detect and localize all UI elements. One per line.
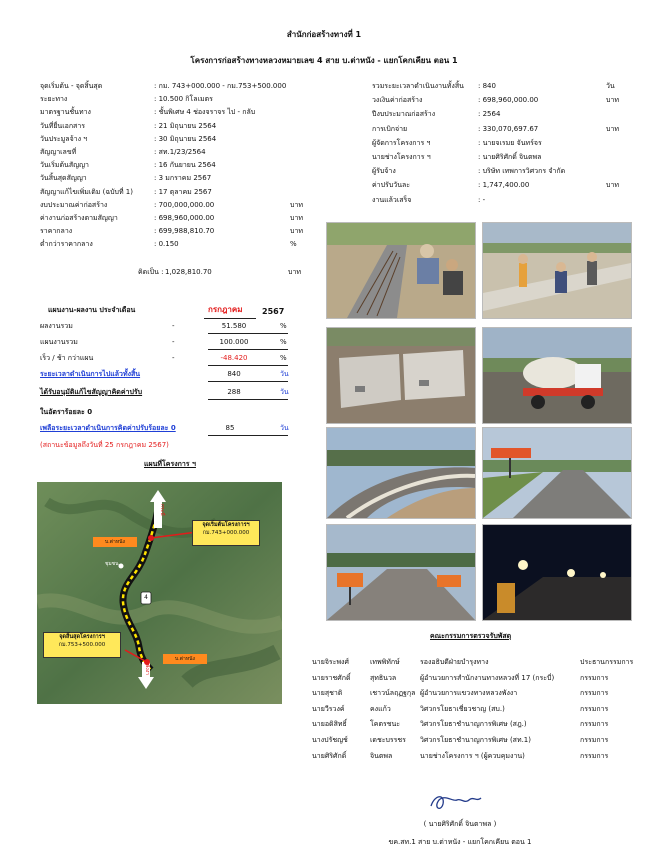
difference-value: 1,028,810.70 <box>165 268 212 276</box>
info-right-value: : - <box>478 195 486 204</box>
member-position: วิศวกรโยธาชำนาญการพิเศษ (สท.1) <box>420 736 531 744</box>
member-surname: สุทธินวล <box>370 673 397 682</box>
member-surname: เดชะบรรชร <box>370 736 406 744</box>
info-left-value: : 699,988,810.70 <box>154 227 215 236</box>
info-right-label: ปีงบประมาณก่อสร้าง <box>372 110 436 119</box>
progress-row-value: 100.000 <box>219 338 249 346</box>
progress-row-label: แผนงานรวม <box>40 338 78 346</box>
info-left-label: วันเริ่มต้นสัญญา <box>40 161 89 170</box>
member-name: นางปรัชญช์ <box>312 736 348 744</box>
progress-month: กรกฎาคม <box>208 305 243 314</box>
fine-note: ในอัตราร้อยละ 0 <box>40 408 93 416</box>
member-name: นายอดิสิทธิ์ <box>312 720 347 729</box>
info-right-label: ผู้จัดการโครงการ ฯ <box>372 138 431 147</box>
info-right-value: : นายศิริศักดิ์ จินตพล <box>478 153 542 161</box>
member-name: นายจิระพงศ์ <box>312 658 349 666</box>
progress-row-value: 288 <box>227 388 241 396</box>
photo-road-sign <box>482 427 632 519</box>
start-callout <box>192 520 260 546</box>
info-left-label: สัญญาเลขที่ <box>40 148 77 156</box>
info-left-value: : 16 กันยายน 2564 <box>154 161 216 170</box>
progress-row-underline <box>208 349 288 350</box>
info-left-label: ต่ำกว่าราคากลาง <box>40 240 93 249</box>
info-left-label: ระยะทาง <box>40 95 68 104</box>
info-left-unit: บาท <box>290 214 303 222</box>
end-callout-km: กม.753+500.000 <box>58 642 106 648</box>
info-right-label: งานแล้วเสร็จ <box>372 195 412 204</box>
start-callout-km: กม.743+000.000 <box>202 530 250 536</box>
info-left-label: ค่างานก่อสร้างตามสัญญา <box>40 214 118 222</box>
road-number: 4 <box>144 594 148 601</box>
info-right-unit: วัน <box>606 82 615 90</box>
info-left-value: : 21 มิถุนายน 2564 <box>154 121 217 130</box>
info-right-value: : 330,070,697.67 <box>478 124 539 133</box>
difference-unit: บาท <box>288 268 301 276</box>
progress-row-unit: % <box>280 338 287 346</box>
progress-row-label: เร็ว / ช้า กว่าแผน <box>40 354 94 362</box>
info-right-unit: บาท <box>606 124 619 133</box>
info-right-value: : 840 <box>478 82 496 90</box>
photo-mixer-truck <box>482 327 632 424</box>
photo-night-work <box>482 524 632 621</box>
progress-row-underline <box>208 365 288 366</box>
info-left-label: จุดเริ่มต้น - จุดสิ้นสุด <box>40 82 103 90</box>
progress-title: แผนงาน-ผลงาน ประจำเดือน <box>48 306 136 314</box>
photo-sign-graphic <box>483 428 631 518</box>
photo-detour-graphic <box>327 525 475 620</box>
member-name: นายศิริศักดิ์ <box>312 751 347 760</box>
progress-year: 2567 <box>262 307 285 316</box>
progress-row-label: ระยะเวลาดำเนินการไปแล้วทั้งสิ้น <box>40 370 141 378</box>
direction-bottom: พังงา <box>144 664 150 675</box>
info-left-value: : ชั้นพิเศษ 4 ช่องจราจร ไป - กลับ <box>154 108 256 117</box>
photo-barrier-work <box>482 222 632 319</box>
info-left-label: วันสิ้นสุดสัญญา <box>40 174 87 183</box>
member-role: กรรมการ <box>580 704 609 713</box>
progress-row-label: ได้รับอนุมัติแก้ไขสัญญาคิดค่าปรับ <box>40 388 143 396</box>
committee-title: คณะกรรมการตรวจรับพัสดุ <box>430 632 512 640</box>
member-surname: คงแก้ว <box>370 704 391 713</box>
progress-row-underline <box>208 381 288 382</box>
photo-night-graphic <box>483 525 631 620</box>
member-position: ผู้อำนวยการสำนักงานทางหลวงที่ 17 (กระบี่) <box>420 673 555 682</box>
signature-position: ขค.สท.1 สาย บ.ต่าหนัง - แยกโคกเคียน ตอน 1 <box>388 838 532 846</box>
info-right-value: : บริษัท เทพการวิศวกร จำกัด <box>478 167 566 176</box>
info-left-value: : 0.150 <box>154 240 179 249</box>
progress-row-unit: วัน <box>280 388 289 396</box>
progress-row-dash: - <box>172 338 175 346</box>
member-role: กรรมการ <box>580 689 609 698</box>
info-left-label: มาตรฐานชั้นทาง <box>40 108 91 117</box>
member-position: ผู้อำนวยการแขวงทางหลวงพังงา <box>420 689 518 698</box>
member-name: นายราชศักดิ์ <box>312 673 351 682</box>
info-right-value: : 1,747,400.00 <box>478 181 530 190</box>
photo-curved-road <box>326 427 476 519</box>
extra-time-unit: วัน <box>280 424 289 432</box>
end-callout-label: จุดสิ้นสุดโครงการฯ <box>59 634 105 640</box>
member-name: นายวีรวงค์ <box>312 704 345 713</box>
info-left-value: : กม. 743+000.000 - กม.753+500.000 <box>154 82 287 90</box>
info-right-label: วงเงินค่าก่อสร้าง <box>372 96 423 105</box>
progress-row-dash: - <box>172 322 175 330</box>
member-role: ประธานกรรมการ <box>580 658 634 666</box>
info-left-value: : 698,960,000.00 <box>154 214 215 222</box>
place-label: ชุมชน <box>105 561 119 567</box>
info-left-label: วันประมูลจ้าง ฯ <box>40 134 88 143</box>
info-left-value: : 10.500 กิโลเมตร <box>154 95 213 104</box>
extra-time-value: 85 <box>225 424 235 432</box>
info-right-label: นายช่างโครงการ ฯ <box>372 153 431 161</box>
member-surname: เทพพิทักษ์ <box>370 658 400 666</box>
map-title: แผนที่โครงการ ฯ <box>144 460 196 468</box>
info-left-label: สัญญาแก้ไขเพิ่มเติม (ฉบับที่ 1) <box>40 187 133 196</box>
member-role: กรรมการ <box>580 673 609 682</box>
member-name: นายสุชาติ <box>312 689 343 698</box>
progress-row-label: ผลงานรวม <box>40 322 73 330</box>
info-right-value: : 698,960,000.00 <box>478 96 539 105</box>
photo-precast-blocks <box>326 327 476 424</box>
info-right-label: ค่าปรับวันละ <box>372 181 411 190</box>
member-surname: จินตพล <box>370 751 393 760</box>
progress-row-unit: วัน <box>280 370 289 378</box>
info-right-value: : 2564 <box>478 110 501 119</box>
info-right-label: การเบิกจ่าย <box>372 124 408 133</box>
info-right-unit: บาท <box>606 181 619 190</box>
project-title: โครงการก่อสร้างทางหลวงหมายเลข 4 สาย บ.ต่าหนัง - แยกโคกเคียน ตอน 1 <box>190 56 458 65</box>
photo-detour-signs <box>326 524 476 621</box>
progress-row-unit: % <box>280 322 287 330</box>
data-date-note: (สถานะข้อมูลถึงวันที่ 25 กรกฎาคม 2567) <box>40 441 169 449</box>
month-underline <box>204 318 256 319</box>
difference-label: คิดเป็น : <box>138 268 164 276</box>
member-position: วิศวกรโยธาเชี่ยวชาญ (สบ.) <box>420 704 505 713</box>
signature-mark <box>425 790 485 814</box>
signature-name: ( นายศิริศักดิ์ จินตาพล ) <box>423 820 497 828</box>
end-callout <box>43 632 121 658</box>
info-left-label: งบประมาณค่าก่อสร้าง <box>40 200 108 209</box>
photo-curve-graphic <box>327 428 475 518</box>
direction-top: กระบี่ <box>159 504 165 516</box>
info-right-value: : นายจเรมย จันทร์จร <box>478 138 542 147</box>
member-position: นายช่างโครงการ ฯ (ผู้ควบคุมงาน) <box>420 751 525 760</box>
extra-time-label: เพลือระยะเวลาดำเนินการคิดค่าปรับร้อยละ 0 <box>40 424 176 432</box>
extra-underline <box>208 435 288 436</box>
member-surname: โคตรชนะ <box>370 720 401 729</box>
progress-row-value: 51.580 <box>221 322 247 330</box>
progress-row-value: 840 <box>227 370 241 378</box>
info-left-value: : 30 มิถุนายน 2564 <box>154 134 217 143</box>
photo-blocks-graphic <box>327 328 475 423</box>
progress-row-underline <box>208 399 288 400</box>
photo-barrier-graphic <box>483 223 631 318</box>
photo-rebar-work <box>326 222 476 319</box>
progress-row-underline <box>208 333 288 334</box>
member-position: วิศวกรโยธาชำนาญการพิเศษ (สฎ.) <box>420 720 527 729</box>
office-title: สำนักก่อสร้างทางที่ 1 <box>286 30 362 39</box>
info-left-unit: % <box>290 240 297 249</box>
info-left-value: : 700,000,000.00 <box>154 200 215 209</box>
member-role: กรรมการ <box>580 736 609 744</box>
info-left-value: : 3 มกราคม 2567 <box>154 174 212 183</box>
photo-truck-graphic <box>483 328 631 423</box>
info-left-unit: บาท <box>290 227 303 236</box>
project-map <box>37 482 282 704</box>
info-left-value: : 17 ตุลาคม 2567 <box>154 187 212 196</box>
info-right-label: รวมระยะเวลาดำเนินงานทั้งสิ้น <box>372 82 464 90</box>
member-role: กรรมการ <box>580 720 609 729</box>
progress-row-value: -48.420 <box>220 354 248 362</box>
village-tag-bottom: บ.ต่าหนัง <box>163 654 207 664</box>
info-right-label: ผู้รับจ้าง <box>372 167 396 176</box>
member-surname: เชาวน์ลฤฏฐกุล <box>370 689 416 698</box>
info-left-label: ราคากลาง <box>40 227 73 236</box>
progress-row-dash: - <box>172 354 175 362</box>
member-role: กรรมการ <box>580 751 609 760</box>
info-left-unit: บาท <box>290 200 303 209</box>
photo-rebar-graphic <box>327 223 475 318</box>
start-callout-label: จุดเริ่มต้นโครงการฯ <box>202 522 250 528</box>
progress-row-unit: % <box>280 354 287 362</box>
info-right-unit: บาท <box>606 96 619 105</box>
info-left-value: : สท.1/23/2564 <box>154 148 206 156</box>
member-position: รองอธิบดีฝ่ายบำรุงทาง <box>420 658 489 666</box>
village-tag-top: บ.ต่าหนัง <box>93 537 137 547</box>
info-left-label: วันที่ยื่นเอกสาร <box>40 121 86 130</box>
